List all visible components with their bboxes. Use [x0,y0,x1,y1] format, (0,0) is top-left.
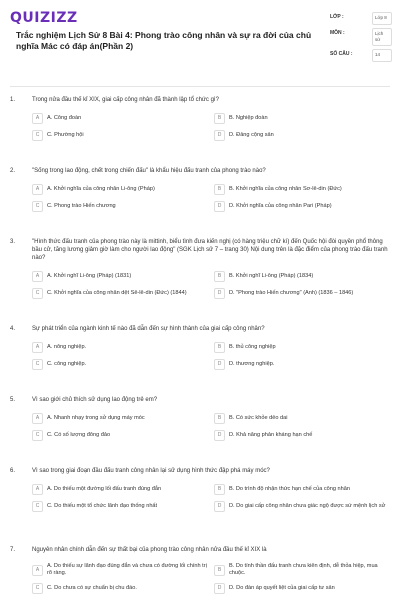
option-letter: D [214,430,225,441]
option-letter: C [32,288,43,299]
option-letter: B [214,184,225,195]
option-letter: A [32,342,43,353]
question-text: Vì sao giới chủ thích sử dụng lao động trẻ em? [32,397,158,403]
question-number: 2. [10,168,16,174]
option-text: A. Do thiếu một đường lối đấu tranh đúng đắn [47,486,162,492]
option[interactable] [32,501,208,512]
option-text: A. Khởi nghĩ Li-ông (Pháp) (1831) [47,273,132,279]
question-number: 3. [10,239,16,245]
question-number: 5. [10,397,16,403]
question-number: 7. [10,547,16,553]
quizizz-logo: QUIZIZZ [10,10,78,26]
option-letter: B [214,271,225,282]
question-number: 6. [10,468,16,474]
option-letter: D [214,583,225,594]
option[interactable] [214,271,390,282]
header-divider [10,86,390,87]
option-text: D. Đảng cộng sản [229,132,274,138]
question [10,467,390,546]
option-letter: C [32,501,43,512]
option[interactable] [214,563,390,577]
question [10,325,390,396]
question-text: Trong nửa đầu thế kỉ XIX, giai cấp công nhân đã thành lập tổ chức gì? [32,97,219,103]
option-text: B. Khởi nghĩa của công nhân Sơ-lê-din (Đức) [229,186,342,192]
question-text: "Hình thức đấu tranh của phong trào này là mittinh, biểu tình đưa kiến nghị (có hàng triệu chữ kí) đến Quốc hội đòi quyền phổ thông bầu cử, tăng lương giảm giờ làm cho người lao động" (SGK Lịch sử 7 – trang 30) Nội dung trên là đặc điểm của phong trào đấu tranh nào? [32,239,388,261]
option-text: A. nông nghiệp. [47,344,87,350]
option[interactable] [32,359,208,370]
option-text: D. "Phong trào Hiến chương" (Anh) (1836 – 1846) [229,290,354,296]
option-text: C. Do thiếu một tổ chức lãnh đạo thống nhất [47,503,158,509]
option-letter: C [32,359,43,370]
header [0,0,400,84]
option-letter: D [214,288,225,299]
option[interactable] [32,113,208,124]
subject-row [330,28,392,46]
question [10,546,390,616]
option[interactable] [214,413,390,424]
count-value: 14 [372,49,392,62]
option[interactable] [214,342,390,353]
option[interactable] [214,184,390,195]
question-text: Sự phát triển của ngành kinh tế nào đã dẫn đến sự hình thành của giai cấp công nhân? [32,326,265,332]
option-text: A. Khởi nghĩa của công nhân Li-ông (Pháp) [47,186,155,192]
option-text: B. Khởi nghĩ Li-ông (Pháp) (1834) [229,273,314,279]
grade-value: Lớp 8 [372,12,392,25]
option-letter: D [214,130,225,141]
option-letter: B [214,342,225,353]
option-letter: B [214,565,225,576]
option-text: C. Phong trào Hiến chương [47,203,116,209]
subject-label: MÔN : [330,30,345,36]
option-text: B. Do trình độ nhận thức hạn chế của công nhân [229,486,350,492]
count-row [330,49,392,62]
option-letter: A [32,113,43,124]
option-text: D. Do giai cấp công nhân chưa giác ngộ được sứ mệnh lịch sử [229,503,386,509]
option-text: B. Nghiệp đoàn [229,115,268,121]
question [10,167,390,238]
option-letter: B [214,484,225,495]
option-text: D. Do đàn áp quyết liệt của giai cấp tư sản [229,585,335,591]
option[interactable] [214,501,390,512]
option[interactable] [32,583,208,594]
question-number: 1. [10,97,16,103]
option[interactable] [214,430,390,441]
option-letter: D [214,201,225,212]
option-text: C. Do chưa có sự chuẩn bị chu đáo. [47,585,137,591]
option-text: C. Phường hội [47,132,84,138]
option-text: B. Có sức khỏe dẻo dai [229,415,288,421]
option-letter: D [214,501,225,512]
option-text: D. thương nghiệp. [229,361,275,367]
option-letter: A [32,484,43,495]
option-letter: B [214,413,225,424]
option-text: D. Khởi nghĩa của công nhân Pari (Pháp) [229,203,332,209]
option[interactable] [214,201,390,212]
option-text: B. Do tính thần đấu tranh chưa kiên định, dễ thỏa hiệp, mua chuộc. [229,563,378,576]
count-label: SỐ CÂU : [330,51,353,57]
option[interactable] [214,288,390,299]
option-letter: C [32,430,43,441]
grade-row [330,12,392,25]
option[interactable] [32,201,208,212]
option[interactable] [32,184,208,195]
option[interactable] [32,271,208,282]
question [10,396,390,467]
option-letter: A [32,413,43,424]
option-text: D. Khả năng phản kháng hạn chế [229,432,313,438]
question [10,96,390,167]
question-text: Vì sao trong giai đoạn đầu đấu tranh công nhân lại sử dụng hình thức đập phá máy móc? [32,468,270,474]
option-letter: B [214,113,225,124]
option-text: B. thủ công nghiệp [229,344,276,350]
option-text: A. Do thiếu sự lãnh đạo đúng đắn và chưa có đường lối chính trị rõ ràng. [47,563,207,576]
option-text: A. Công đoàn [47,115,82,121]
option[interactable] [32,342,208,353]
question-list [10,96,390,616]
subject-value: Lịch sử [372,28,392,46]
option[interactable] [32,288,208,299]
option[interactable] [32,130,208,141]
question-number: 4. [10,326,16,332]
option[interactable] [32,484,208,495]
option[interactable] [214,583,390,594]
option-letter: C [32,201,43,212]
option[interactable] [214,130,390,141]
option[interactable] [32,430,208,441]
option[interactable] [214,359,390,370]
option-text: C. công nghiệp. [47,361,87,367]
option-letter: C [32,130,43,141]
option[interactable] [32,413,208,424]
option-letter: C [32,583,43,594]
option-text: C. Khởi nghĩa của công nhân dệt Sê-lê-din (Đức) (1844) [47,290,187,296]
grade-label: LỚP : [330,14,344,20]
option-text: A. Nhanh nhạy trong sử dụng máy móc [47,415,145,421]
option-letter: A [32,271,43,282]
option[interactable] [214,484,390,495]
option[interactable] [214,113,390,124]
question-text: Nguyên nhân chính dẫn đến sự thất bại của phong trào công nhân nửa đầu thế kỉ XIX là [32,547,267,553]
option[interactable] [32,563,208,577]
question [10,238,390,325]
option-letter: A [32,565,43,576]
meta-panel [330,12,392,65]
option-letter: A [32,184,43,195]
option-letter: D [214,359,225,370]
question-text: "Sống trong lao động, chết trong chiến đấu" là khẩu hiệu đấu tranh của phong trào nào? [32,168,266,174]
page-title: Trắc nghiệm Lịch Sử 8 Bài 4: Phong trào công nhân và sự ra đời của chủ nghĩa Mác có đáp án(Phần 2) [16,30,312,51]
option-text: C. Có số lượng đông đảo [47,432,111,438]
